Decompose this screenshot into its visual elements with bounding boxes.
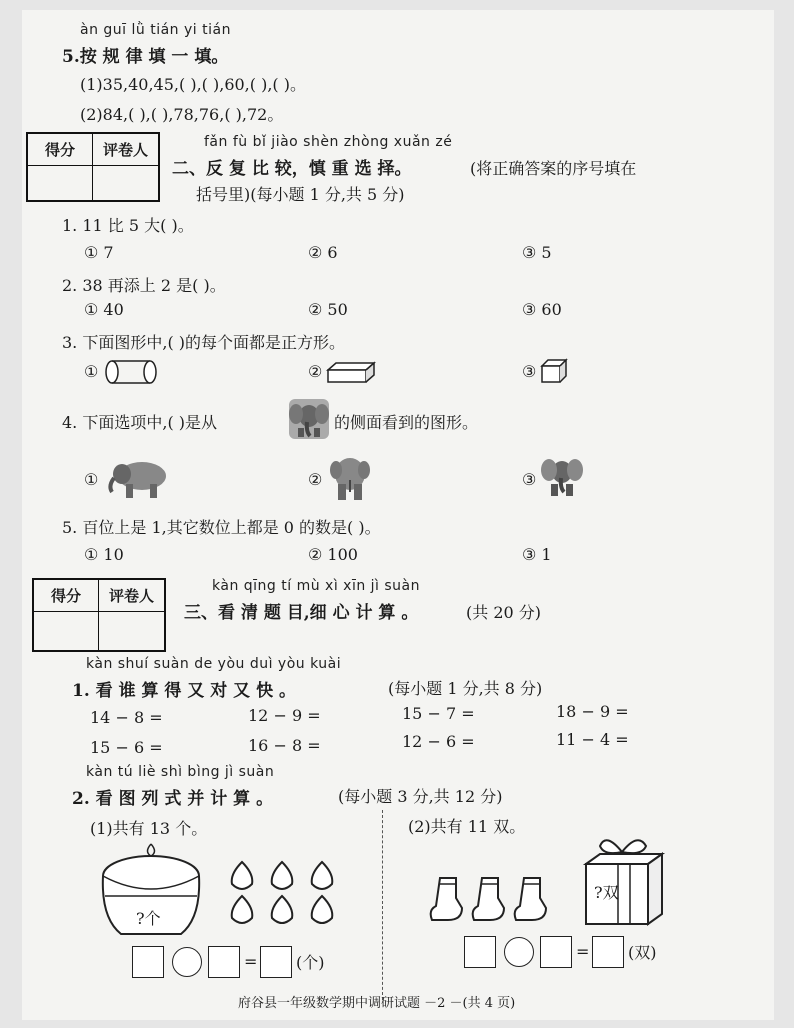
cylinder-image [104,358,160,386]
question-title: 5.按 规 律 填 一 填。 [62,47,229,67]
operator-circle[interactable] [504,937,534,967]
option[interactable]: ① [84,470,99,489]
option[interactable]: ③ [522,470,537,489]
question-note: (每小题 3 分,共 12 分) [338,787,503,806]
cube-image [540,358,568,384]
answer-box[interactable] [208,946,240,978]
basket-label: ?个 [136,909,161,928]
question-title: 1. 看 谁 算 得 又 对 又 快 。 [72,681,297,701]
option[interactable]: ② 6 [308,243,338,262]
score-header: 得分 [28,134,93,166]
answer-box[interactable] [540,936,572,968]
answer-box[interactable] [132,946,164,978]
section-title: 三、看 清 题 目,细 心 计 算 。 [184,603,419,623]
score-header: 得分 [34,580,99,612]
answer-box[interactable] [592,936,624,968]
arithmetic-item[interactable]: 18 − 9 = [556,702,629,721]
elephant-side-image [106,458,170,500]
score-cell[interactable] [28,166,93,200]
question-stem: 2. 38 再添上 2 是( )。 [62,276,226,295]
option[interactable]: ③ 5 [522,243,552,262]
grader-cell[interactable] [93,166,158,200]
section-title: 二、反 复 比 较，慎 重 选 择。 [172,159,412,179]
socks-image [426,876,556,924]
sequence-row: (1)35,40,45,( ),( ),60,( ),( )。 [80,75,306,94]
option[interactable]: ② 100 [308,545,358,564]
option[interactable]: ③ 60 [522,300,562,319]
grader-cell[interactable] [99,612,164,650]
option[interactable]: ③ [522,362,537,381]
option[interactable]: ② [308,470,323,489]
unit-label: (个) [296,953,325,972]
pinyin-line: àn guī lǜ tián yi tián [80,22,231,38]
option[interactable]: ① 40 [84,300,124,319]
question-stem: 的侧面看到的图形。 [334,413,479,432]
score-table [32,578,166,652]
sequence-row: (2)84,( ),( ),78,76,( ),72。 [80,105,284,124]
unit-label: (双) [628,943,657,962]
score-cell[interactable] [34,612,99,650]
divider [382,810,383,1000]
exam-page [22,10,774,1020]
question-note: (每小题 1 分,共 8 分) [388,679,543,698]
arithmetic-item[interactable]: 11 − 4 = [556,730,629,749]
question-stem: 4. 下面选项中,( )是从 [62,413,218,432]
pinyin-line: kàn shuí suàn de yòu duì yòu kuài [86,656,342,672]
option[interactable]: ② 50 [308,300,348,319]
cuboid-image [326,360,376,384]
arithmetic-item[interactable]: 16 − 8 = [248,736,321,755]
option[interactable]: ③ 1 [522,545,552,564]
answer-box[interactable] [464,936,496,968]
section-note: (共 20 分) [466,603,542,622]
elephant-back-image [328,454,372,502]
question-stem: 1. 11 比 5 大( )。 [62,216,194,235]
operator-circle[interactable] [172,947,202,977]
option[interactable]: ① [84,362,99,381]
answer-box[interactable] [260,946,292,978]
option[interactable]: ① 10 [84,545,124,564]
gift-box-image [582,828,668,928]
grader-header: 评卷人 [99,580,164,612]
peaches-image [228,858,348,930]
arithmetic-item[interactable]: 15 − 6 = [90,738,163,757]
elephant-front-option-image [540,452,584,500]
elephant-front-image [286,396,332,442]
arithmetic-item[interactable]: 15 − 7 = [402,704,475,723]
question-stem: 3. 下面图形中,( )的每个面都是正方形。 [62,333,346,352]
question-title: 2. 看 图 列 式 并 计 算 。 [72,789,274,809]
subquestion-label: (2)共有 11 双。 [408,817,526,836]
page-footer: 府谷县一年级数学期中调研试题 －2 －(共 4 页) [238,996,516,1011]
equals-sign: = [244,952,258,971]
pinyin-line: kàn tú liè shì bìng jì suàn [86,764,275,780]
arithmetic-item[interactable]: 12 − 6 = [402,732,475,751]
question-stem: 5. 百位上是 1,其它数位上都是 0 的数是( )。 [62,518,381,537]
gift-label: ?双 [594,883,619,902]
arithmetic-item[interactable]: 12 − 9 = [248,706,321,725]
equals-sign: = [576,942,590,961]
pinyin-line: fǎn fù bǐ jiào shèn zhòng xuǎn zé [204,134,453,150]
subquestion-label: (1)共有 13 个。 [90,819,208,838]
option[interactable]: ① 7 [84,243,114,262]
option[interactable]: ② [308,362,323,381]
pinyin-line: kàn qīng tí mù xì xīn jì suàn [212,578,421,594]
section-subtitle: 括号里)(每小题 1 分,共 5 分) [196,185,405,204]
grader-header: 评卷人 [93,134,158,166]
score-table [26,132,160,202]
section-note: (将正确答案的序号填在 [470,159,637,178]
arithmetic-item[interactable]: 14 − 8 = [90,708,163,727]
